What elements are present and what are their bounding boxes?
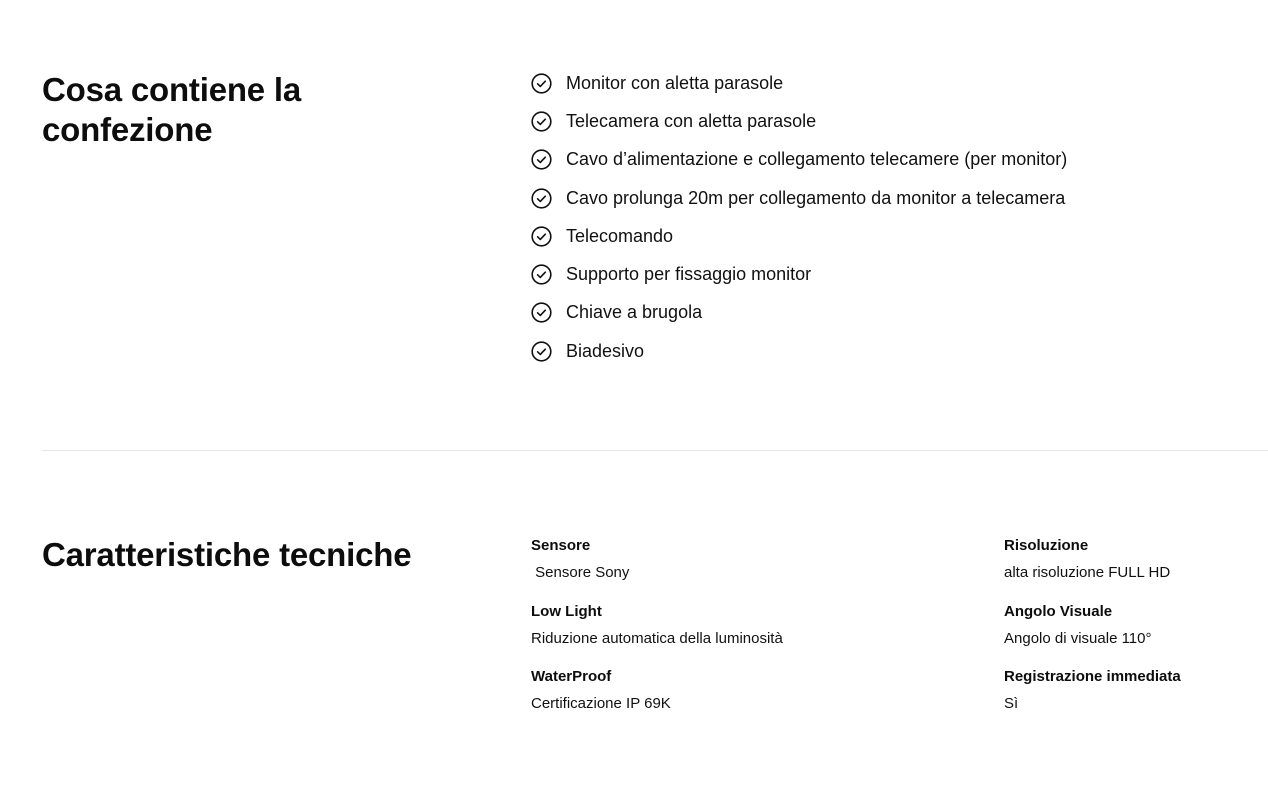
spec-value: Sensore Sony xyxy=(531,564,630,581)
list-item-label: Telecamera con aletta parasole xyxy=(566,110,817,131)
spec-entry xyxy=(531,601,971,667)
list-item-label: Monitor con aletta parasole xyxy=(566,72,784,93)
check-circle-icon xyxy=(531,226,552,247)
check-circle-icon xyxy=(531,149,552,170)
spec-label: Low Light xyxy=(531,602,602,620)
specs-column-left xyxy=(531,535,971,732)
box-contents-title: Cosa contiene la confezione xyxy=(42,71,302,148)
check-circle-icon xyxy=(531,73,552,94)
spec-entry xyxy=(1004,535,1264,601)
spec-entry xyxy=(531,666,971,732)
list-item xyxy=(531,64,1067,102)
box-contents-list xyxy=(531,64,1067,370)
check-circle-icon xyxy=(531,111,552,132)
tech-specs-title: Caratteristiche tecniche xyxy=(42,536,412,573)
list-item-label: Chiave a brugola xyxy=(566,302,703,323)
list-item xyxy=(531,102,1067,140)
spec-value: Riduzione automatica della luminosità xyxy=(531,629,783,647)
list-item xyxy=(531,217,1067,255)
spec-label: WaterProof xyxy=(531,668,612,685)
check-circle-icon xyxy=(531,264,552,285)
section-divider xyxy=(42,450,1268,451)
spec-entry xyxy=(1004,666,1264,732)
spec-label: Angolo Visuale xyxy=(1004,602,1113,620)
spec-value: Certificazione IP 69K xyxy=(531,695,671,712)
list-item-label: Telecomando xyxy=(566,225,674,246)
spec-value: Sì xyxy=(1004,695,1019,712)
spec-label: Risoluzione xyxy=(1004,537,1089,554)
check-circle-icon xyxy=(531,341,552,362)
list-item xyxy=(531,255,1067,293)
list-item xyxy=(531,179,1067,217)
spec-value: alta risoluzione FULL HD xyxy=(1004,564,1171,581)
spec-entry xyxy=(1004,601,1264,667)
list-item xyxy=(531,141,1067,179)
list-item-label: Cavo prolunga 20m per collegamento da monitor a telecamera xyxy=(566,187,1066,208)
list-item-label: Supporto per fissaggio monitor xyxy=(566,264,812,285)
list-item-label: Biadesivo xyxy=(566,340,645,361)
spec-entry xyxy=(531,535,971,601)
list-item xyxy=(531,294,1067,332)
check-circle-icon xyxy=(531,188,552,209)
spec-value: Angolo di visuale 110° xyxy=(1004,629,1152,647)
specs-column-right xyxy=(1004,535,1264,732)
check-circle-icon xyxy=(531,302,552,323)
spec-label: Sensore xyxy=(531,537,591,554)
list-item xyxy=(531,332,1067,370)
spec-label: Registrazione immediata xyxy=(1004,668,1181,685)
list-item-label: Cavo d’alimentazione e collegamento telecamere (per monitor) xyxy=(566,149,1068,170)
